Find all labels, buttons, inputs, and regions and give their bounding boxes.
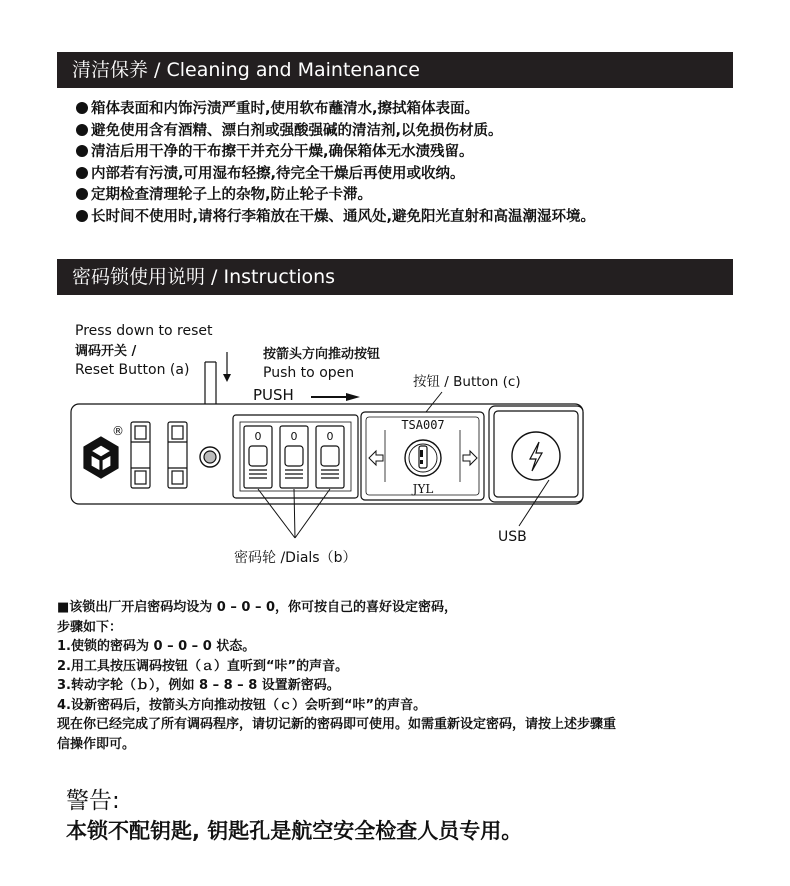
reset-button-label-en: Reset Button (a) (75, 362, 190, 378)
list-item: 清洁后用干净的干布擦干并充分干燥,确保箱体无水渍残留。 (76, 142, 595, 164)
cleaning-header: 清洁保养 / Cleaning and Maintenance (57, 52, 733, 88)
step-3: 3.转动字轮（ｂ），例如 8 – 8 – 8 设置新密码。 (57, 678, 340, 693)
steps-outro: 信操作即可。 (57, 736, 136, 752)
tsa-label: TSA007 (401, 418, 445, 432)
reset-button-label-cn: 调码开关 / (75, 344, 137, 359)
list-item: 长时间不使用时,请将行李箱放在干燥、通风处,避免阳光直射和高温潮湿环境。 (76, 207, 595, 229)
list-item: 定期检查清理轮子上的杂物,防止轮子卡滞。 (76, 185, 595, 207)
steps-intro: 步骤如下： (57, 619, 123, 635)
step-1: 1.使锁的密码为 0 – 0 – 0 状态。 (57, 639, 256, 654)
steps-intro: ■该锁出厂开启密码均设为 0 – 0 – 0，你可按自己的喜好设定密码， (57, 600, 458, 615)
reset-arrow-icon (223, 374, 231, 382)
warning-title: 警告: (66, 788, 120, 814)
right-slider (168, 422, 187, 488)
keyhole-icon (405, 440, 441, 476)
reset-button[interactable] (200, 447, 220, 467)
registered-mark: ® (112, 424, 124, 438)
list-item: 避免使用含有酒精、漂白剂或强酸强碱的清洁剂,以免损伤材质。 (76, 121, 595, 143)
usb-port-button[interactable] (512, 432, 560, 480)
instructions-steps (57, 598, 747, 754)
button-c-label: 按钮 / Button (c) (413, 374, 521, 390)
dial-digit: 0 (290, 430, 298, 443)
list-item: 箱体表面和内饰污渍严重时,使用软布蘸清水,擦拭箱体表面。 (76, 99, 595, 121)
push-label-en: Push to open (263, 365, 355, 381)
push-word: PUSH (253, 386, 294, 404)
push-label-cn: 按箭头方向推动按钮 (263, 347, 381, 362)
dial-digit: 0 (326, 430, 334, 443)
steps-outro: 现在你已经完成了所有调码程序，请切记新的密码即可使用。如需重新设定密码，请按上述步骤重 (57, 717, 617, 732)
warning-text: 本锁不配钥匙, 钥匙孔是航空安全检查人员专用。 (66, 819, 523, 843)
instructions-header: 密码锁使用说明 / Instructions (57, 259, 733, 295)
press-down-label: Press down to reset (75, 323, 213, 339)
usb-label: USB (498, 529, 527, 545)
step-4: 4.设新密码后，按箭头方向推动按钮（ｃ）会听到“咔”的声音。 (57, 697, 427, 713)
step-2: 2.用工具按压调码按钮（ａ）直听到“咔”的声音。 (57, 658, 349, 674)
jyl-label: JYL (412, 482, 434, 496)
dials-label: 密码轮 /Dials（b） (234, 550, 357, 566)
left-slider (131, 422, 150, 488)
list-item: 内部若有污渍,可用湿布轻擦,待完全干燥后再使用或收纳。 (76, 164, 595, 186)
dial-digit: 0 (254, 430, 262, 443)
push-arrow-icon (311, 393, 360, 401)
